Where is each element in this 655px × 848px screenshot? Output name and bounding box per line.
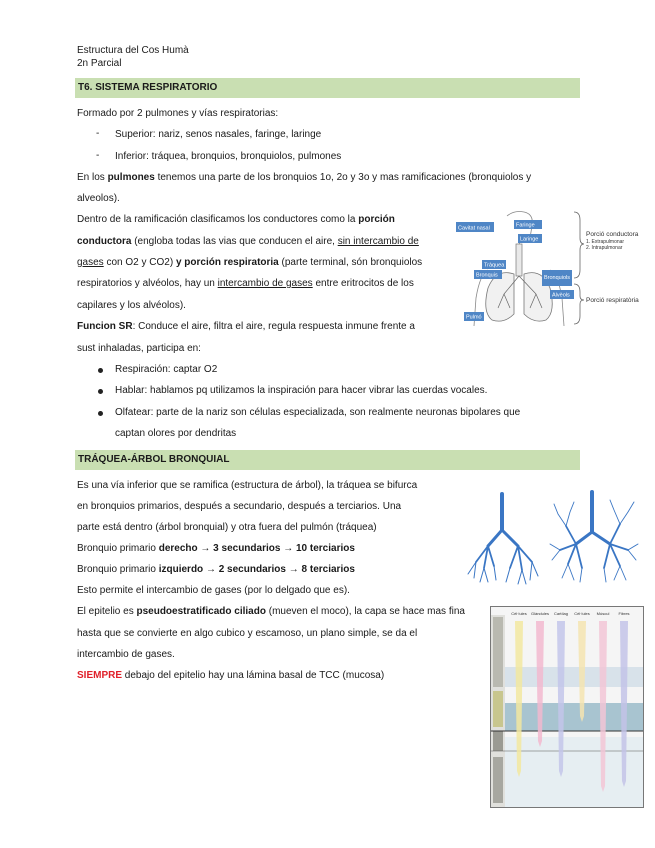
text-run-red: SIEMPRE — [77, 670, 123, 681]
intro-text: Formado por 2 pulmones y vías respiratorias: — [77, 108, 279, 119]
label-cavitat-nasal: Cavitat nasal — [458, 225, 490, 232]
text-run: (engloba todas las vias que conducen el aire, — [131, 236, 338, 247]
text-run: con O2 y CO2) — [103, 257, 176, 268]
chart-column-label: Cèl·lules — [574, 611, 590, 616]
paragraph-porcion-l3 — [77, 256, 422, 269]
section-title: T6. SISTEMA RESPIRATORIO — [78, 82, 218, 93]
respiratory-diagram — [452, 208, 652, 328]
text-run: El epitelio es — [77, 606, 137, 617]
term-label: 2n Parcial — [77, 58, 122, 69]
brace-label-conductora: Porció conductora — [586, 231, 639, 238]
paragraph-traquea-l3: parte está dentro (árbol bronquial) y otra fuera del pulmón (tráquea) — [77, 522, 377, 533]
paragraph-pulmones-cont: alveolos). — [77, 193, 120, 204]
text-run: debajo del epitelio hay una lámina basal de TCC (mucosa) — [122, 670, 385, 681]
text-run: respiratorios y alvéolos, hay un — [77, 278, 218, 289]
text-run: entre eritrocitos de los — [312, 278, 414, 289]
paragraph-funcion — [77, 320, 415, 333]
brace-label-extrapulmonar: 1. Extrapulmonar — [586, 239, 625, 245]
text-run: tenemos una parte de los bronquios 1o, 2o y 3o y mas ramificaciones (bronquiolos y — [154, 172, 532, 183]
bronquio-izquierdo — [77, 563, 355, 576]
text-run: : Conduce el aire, filtra el aire, regula respuesta inmune frente a — [132, 321, 415, 332]
epithelium-chart — [491, 607, 643, 807]
epithelium-chart-figure — [490, 606, 644, 808]
chart-column-label: Cartílag — [553, 611, 569, 616]
text-run-bold: Funcion SR — [77, 321, 133, 332]
brace-label-respiratoria: Porció respiratòria — [586, 297, 639, 304]
bullet-dot — [98, 411, 103, 416]
text-run-bold: y porción respiratoria — [175, 257, 279, 268]
text-run-bold: izquierdo → 2 secundarios → 8 terciarios — [158, 564, 355, 575]
paragraph-epitelio-l2: hasta que se convierte en algo cubico y escamoso, un plano simple, se da el — [77, 628, 418, 639]
label-alveols: Alvèols — [552, 292, 570, 299]
label-bronquiols: Bronquiols — [544, 275, 570, 281]
section-title: TRÁQUEA-ÁRBOL BRONQUIAL — [78, 454, 230, 465]
label-traquea: Tràquea — [484, 262, 505, 269]
bullet-dot — [98, 389, 103, 394]
paragraph-pulmones — [77, 171, 531, 184]
paragraph-porcion — [77, 213, 395, 226]
paragraph-epitelio — [77, 605, 465, 618]
bronchial-tree-figure — [462, 488, 652, 588]
section-header-respiratorio — [75, 78, 580, 98]
text-run: Bronquio primario — [77, 564, 159, 575]
brace-label-intrapulmonar: 2. Intrapulmonar — [586, 245, 623, 251]
paragraph-porcion-l5: capilares y los alvéolos). — [77, 300, 186, 311]
label-laringe: Laringe — [520, 236, 539, 243]
text-run-bold: porción — [358, 214, 395, 225]
paragraph-traquea-l2: en bronquios primarios, después a secundario, después a terciarios. Una — [77, 501, 402, 512]
bronquio-derecho — [77, 542, 355, 555]
text-run-bold: conductora — [77, 236, 132, 247]
text-run: En los — [77, 172, 108, 183]
chart-column-label: Fibres — [618, 611, 630, 616]
text-run-bold: derecho → 3 secundarios → 10 terciarios — [158, 543, 355, 554]
bullet-hablar: Hablar: hablamos pq utilizamos la inspiración para hacer vibrar las cuerdas vocales. — [115, 385, 488, 396]
paragraph-funcion-l2: sust inhaladas, participa en: — [77, 343, 201, 354]
paragraph-porcion-l2 — [77, 235, 419, 248]
label-pulmo: Pulmó — [466, 314, 482, 321]
bullet-olfatear-cont: captan olores por dendritas — [115, 428, 237, 439]
bullet-respiracion: Respiración: captar O2 — [115, 364, 218, 375]
text-run-underline: gases — [77, 257, 104, 268]
paragraph-intercambio: Esto permite el intercambio de gases (por lo delgado que es). — [77, 585, 350, 596]
bullet-olfatear: Olfatear: parte de la nariz son células especializada, son realmente neuronas bipolares que — [115, 407, 521, 418]
chart-column-label: Glàndules — [530, 611, 550, 616]
text-run-bold: pulmones — [107, 172, 155, 183]
chart-column-label: Múscul — [596, 611, 610, 616]
chart-column-label: Cèl·lules — [511, 611, 527, 616]
label-bronquis: Bronquis — [476, 272, 498, 279]
text-run: Dentro de la ramificación clasificamos los conductores como la — [77, 214, 359, 225]
paragraph-siempre — [77, 669, 384, 682]
paragraph-traquea-l1: Es una vía inferior que se ramifica (estructura de árbol), la tráquea se bifurca — [77, 480, 418, 491]
text-run-underline: intercambio de gases — [217, 278, 313, 289]
text-run-underline: sin intercambio de — [337, 236, 419, 247]
course-title: Estructura del Cos Humà — [77, 45, 189, 56]
paragraph-porcion-l4 — [77, 277, 414, 290]
bullet-dot — [98, 368, 103, 373]
text-run: Bronquio primario — [77, 543, 159, 554]
section-header-traquea — [75, 450, 580, 470]
label-faringe: Faringe — [516, 222, 535, 229]
list-item-inferior: Inferior: tráquea, bronquios, bronquiolos, pulmones — [115, 151, 342, 162]
dash-marker: - — [96, 150, 100, 161]
text-run: (parte terminal, són bronquiolos — [278, 257, 423, 268]
respiratory-system-figure — [452, 208, 652, 328]
dash-marker: - — [96, 128, 100, 139]
paragraph-epitelio-l3: intercambio de gases. — [77, 649, 175, 660]
text-run: (mueven el moco), la capa se hace mas fina — [265, 606, 465, 617]
text-run-bold: pseudoestratificado ciliado — [136, 606, 266, 617]
bronchial-tree-diagram — [462, 488, 652, 588]
list-item-superior: Superior: nariz, senos nasales, faringe, laringe — [115, 129, 322, 140]
